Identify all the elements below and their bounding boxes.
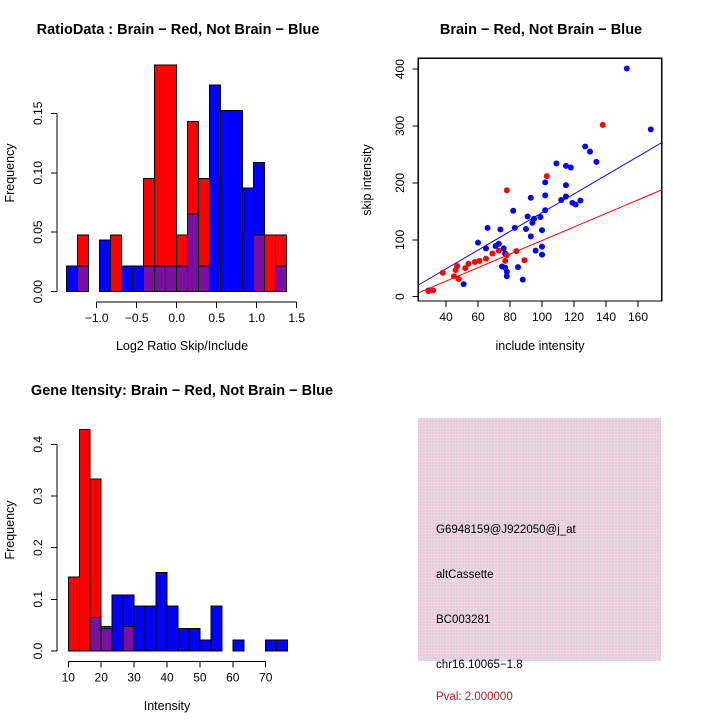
hist-bar-blue — [133, 266, 144, 292]
scatter-point-red — [483, 256, 489, 262]
scatter-point-blue — [496, 241, 502, 247]
intensity-scatter-panel — [360, 0, 720, 360]
scatter-point-blue — [499, 264, 505, 270]
event-info-box — [418, 418, 661, 703]
x-tick-label: 120 — [563, 310, 585, 324]
hist-bar-overlap — [254, 235, 265, 292]
gene-intensity-histogram-plot-area — [31, 430, 287, 685]
ratio-histogram-panel — [0, 0, 360, 360]
hist-bar-blue — [112, 595, 123, 651]
scatter-point-blue — [537, 214, 543, 220]
hist-bar-blue — [145, 606, 156, 651]
scatter-point-blue — [558, 197, 564, 203]
y-tick-label: 0.2 — [31, 539, 46, 557]
x-tick-label: 1.5 — [288, 311, 306, 325]
x-tick-label: 40 — [160, 670, 174, 685]
scatter-point-blue — [528, 233, 534, 239]
scatter-point-blue — [539, 227, 545, 233]
scatter-point-blue — [542, 207, 548, 213]
y-tick-label: 0.4 — [31, 435, 46, 453]
hist-bar-red — [166, 65, 177, 266]
x-tick-label: 50 — [193, 670, 207, 685]
y-tick-label: 100 — [393, 229, 408, 250]
hist-bar-blue — [167, 606, 178, 651]
hist-bar-blue — [233, 640, 244, 651]
x-tick-label: 40 — [439, 310, 453, 324]
hist-bar-overlap — [101, 629, 112, 651]
scatter-point-blue — [539, 244, 545, 250]
hist-bar-red — [68, 577, 79, 651]
hist-bar-overlap — [166, 266, 177, 292]
ratio-histogram-plot-area — [31, 65, 305, 325]
hist-bar-blue — [67, 266, 78, 292]
location-text: chr16.10065−1.8 — [436, 659, 523, 671]
scatter-point-red — [454, 263, 460, 269]
event-type-text: altCassette — [436, 569, 494, 581]
y-tick-label: 0.00 — [31, 280, 46, 304]
y-tick-label: 0.0 — [31, 642, 46, 660]
x-tick-label: 0.5 — [208, 311, 226, 325]
hist-bar-overlap — [276, 266, 287, 292]
intensity-scatter-xlabel: include intensity — [495, 339, 585, 353]
ratio-histogram-xlabel: Log2 Ratio Skip/Include — [115, 339, 249, 353]
scatter-point-blue — [553, 161, 559, 167]
hist-bar-red — [101, 626, 112, 628]
intensity-scatter-plot-area — [393, 58, 662, 324]
hist-bar-red — [265, 235, 276, 292]
ratio-histogram-ylabel: Frequency — [3, 143, 17, 203]
scatter-point-blue — [573, 202, 579, 208]
y-tick-label: 200 — [393, 172, 408, 193]
scatter-point-blue — [539, 252, 545, 258]
intensity-scatter-svg — [360, 0, 720, 360]
x-tick-label: 0.0 — [168, 311, 186, 325]
regression-line-blue — [419, 143, 662, 285]
x-tick-label: 60 — [471, 310, 485, 324]
x-tick-label: 100 — [531, 310, 553, 324]
hist-bar-overlap — [177, 266, 188, 292]
hist-bar-red — [155, 65, 166, 266]
hist-bar-overlap — [123, 626, 134, 651]
hist-bar-blue — [221, 111, 232, 292]
accession-text: BC003281 — [436, 614, 491, 626]
scatter-point-red — [430, 287, 436, 293]
gene-intensity-histogram-xlabel: Intensity — [143, 699, 191, 713]
x-tick-label: 80 — [503, 310, 517, 324]
ratio-histogram-svg — [0, 0, 360, 360]
hist-bar-blue — [210, 85, 221, 292]
y-tick-label: 0.1 — [31, 590, 46, 608]
scatter-point-red — [521, 257, 527, 263]
x-tick-label: 60 — [226, 670, 240, 685]
scatter-point-blue — [525, 213, 531, 219]
hist-bar-blue — [254, 162, 265, 235]
pval-text: Pval: 2.000000 — [436, 691, 513, 703]
hist-bar-red — [90, 479, 101, 618]
scatter-point-red — [440, 270, 446, 276]
scatter-point-blue — [563, 194, 569, 200]
intensity-scatter-ylabel: skip intensity — [360, 144, 374, 216]
hist-bar-red — [177, 235, 188, 266]
scatter-point-blue — [542, 192, 548, 198]
x-tick-label: 20 — [94, 670, 108, 685]
hist-bar-blue — [266, 640, 277, 651]
hist-bar-blue — [122, 266, 133, 292]
scatter-point-blue — [510, 208, 516, 214]
y-tick-label: 0.15 — [31, 101, 46, 125]
ratio-histogram-title: RatioData : Brain − Red, Not Brain − Blue — [36, 22, 320, 38]
event-info-panel — [360, 360, 720, 720]
hist-bar-blue — [243, 188, 254, 291]
scatter-point-blue — [582, 143, 588, 149]
hist-bar-overlap — [144, 266, 155, 292]
probe-id-text: G6948159@J922050@j_at — [436, 524, 576, 536]
hist-bar-blue — [123, 595, 134, 627]
hist-bar-overlap — [78, 266, 89, 292]
y-tick-label: 0 — [393, 293, 408, 301]
scatter-point-red — [504, 252, 510, 258]
scatter-point-red — [544, 173, 550, 179]
hist-bar-red — [144, 178, 155, 265]
hist-bar-red — [79, 430, 90, 651]
x-tick-label: −0.5 — [124, 311, 149, 325]
scatter-point-blue — [515, 264, 521, 270]
scatter-point-blue — [542, 179, 548, 185]
gene-intensity-histogram-svg — [0, 360, 360, 720]
scatter-point-blue — [497, 227, 503, 233]
scatter-point-red — [504, 187, 510, 193]
hist-bar-blue — [100, 240, 111, 292]
gene-intensity-histogram-ylabel: Frequency — [3, 500, 17, 560]
hist-bar-red — [78, 235, 89, 266]
x-tick-label: 30 — [127, 670, 141, 685]
x-tick-label: 1.0 — [248, 311, 266, 325]
x-tick-label: 160 — [627, 310, 649, 324]
y-tick-label: 400 — [393, 59, 408, 80]
scatter-point-blue — [533, 248, 539, 254]
scatter-point-red — [465, 261, 471, 267]
x-tick-label: 70 — [259, 670, 273, 685]
scatter-point-red — [456, 276, 462, 282]
scatter-point-blue — [528, 195, 534, 201]
hist-bar-blue — [189, 629, 200, 651]
scatter-point-blue — [461, 281, 467, 287]
x-tick-label: 140 — [595, 310, 617, 324]
y-tick-label: 0.3 — [31, 487, 46, 505]
scatter-point-red — [513, 248, 519, 254]
scatter-point-blue — [483, 245, 489, 251]
hist-bar-red — [111, 235, 122, 292]
hist-bar-blue — [211, 606, 222, 651]
hist-bar-red — [188, 122, 199, 214]
x-tick-label: −1.0 — [84, 311, 109, 325]
scatter-point-red — [477, 258, 483, 264]
scatter-point-blue — [624, 66, 630, 72]
hist-bar-blue — [134, 606, 145, 651]
hist-bar-red — [276, 235, 287, 266]
hist-bar-overlap — [90, 617, 101, 651]
scatter-point-red — [600, 122, 606, 128]
hist-bar-blue — [200, 640, 211, 651]
y-tick-label: 0.10 — [31, 161, 46, 185]
scatter-point-blue — [529, 220, 535, 226]
scatter-point-blue — [520, 277, 526, 283]
y-tick-label: 0.05 — [31, 220, 46, 244]
hist-bar-overlap — [155, 266, 166, 292]
scatter-point-red — [502, 258, 508, 264]
x-tick-label: 10 — [61, 670, 75, 685]
scatter-point-blue — [475, 240, 481, 246]
scatter-point-red — [496, 248, 502, 254]
hist-bar-overlap — [199, 266, 210, 292]
scatter-point-blue — [648, 126, 654, 132]
scatter-point-blue — [568, 165, 574, 171]
gene-intensity-histogram-panel — [0, 360, 360, 720]
hist-bar-blue — [232, 111, 243, 292]
scatter-point-blue — [587, 149, 593, 155]
scatter-point-blue — [563, 182, 569, 188]
scatter-point-blue — [485, 225, 491, 231]
y-tick-label: 300 — [393, 115, 408, 137]
scatter-point-blue — [512, 225, 518, 231]
scatter-point-red — [489, 250, 495, 256]
hist-bar-blue — [178, 629, 189, 651]
intensity-scatter-title: Brain − Red, Not Brain − Blue — [439, 22, 643, 38]
scatter-point-blue — [593, 159, 599, 165]
hist-bar-blue — [277, 640, 288, 651]
hist-bar-overlap — [188, 214, 199, 292]
hist-bar-blue — [156, 572, 167, 651]
scatter-point-blue — [577, 198, 583, 204]
gene-intensity-histogram-title: Gene Itensity: Brain − Red, Not Brain − Blue — [30, 383, 334, 399]
scatter-point-blue — [504, 269, 510, 275]
scatter-point-blue — [523, 226, 529, 232]
hist-bar-red — [199, 178, 210, 265]
